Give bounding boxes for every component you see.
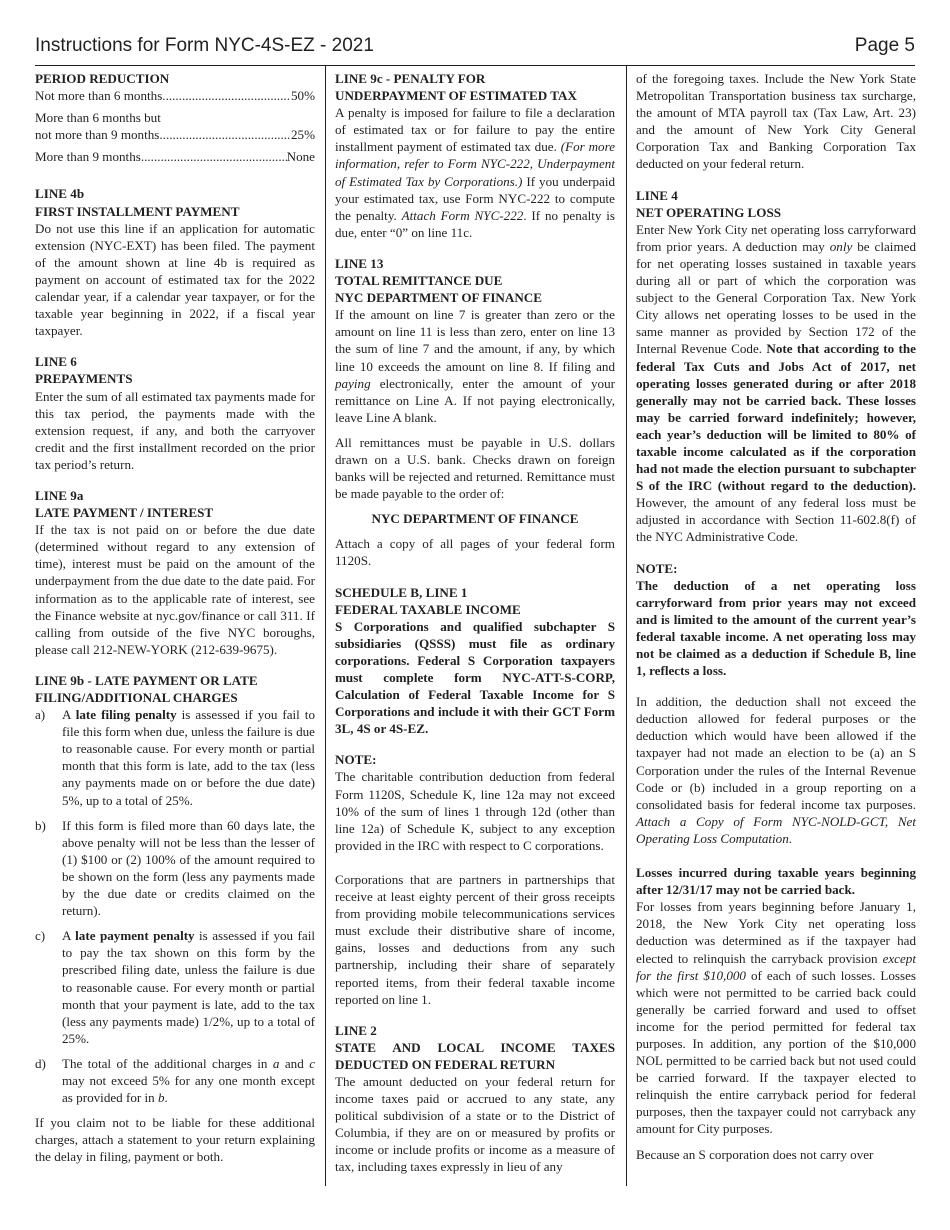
payee-name: NYC DEPARTMENT OF FINANCE bbox=[371, 511, 579, 527]
column-1 bbox=[35, 70, 315, 1165]
section-heading: LINE 4b bbox=[35, 186, 85, 202]
section-subheading: NYC DEPARTMENT OF FINANCE bbox=[335, 290, 542, 306]
paragraph: If the amount on line 7 is greater than zero or the amount on line 11 is less than zero, enter on line 13 the sum of line 7 and the amount, if any, by which line 10 exceeds the amount on line 8. If filing and paying electronically, enter the amount of your remittance on Line A. If not paying electronically, leave Line A blank. bbox=[335, 307, 615, 425]
section-subheading: FILING/ADDITIONAL CHARGES bbox=[35, 690, 238, 705]
section-subheading: LATE PAYMENT / INTEREST bbox=[35, 505, 214, 521]
column-2 bbox=[335, 70, 615, 1176]
paragraph: of the foregoing taxes. Include the New York State Metropolitan Transportation business tax surcharge, the amount of MTA payroll tax (Tax Law, Art. 23) and the amount of New York City General Corporation Tax and Banking Corporation Tax deducted on your federal return. bbox=[636, 71, 916, 172]
section-subheading: STATE AND LOCAL INCOME TAXES DEDUCTED ON FEDERAL RETURN bbox=[335, 1039, 615, 1072]
section-subheading: NET OPERATING LOSS bbox=[636, 204, 782, 220]
section-heading: LINE 2 bbox=[335, 1022, 377, 1038]
period-reduction-heading: PERIOD REDUCTION bbox=[35, 71, 170, 86]
column-3 bbox=[636, 70, 916, 1163]
paragraph: Losses incurred during taxable years beginning after 12/31/17 may not be carried back. bbox=[636, 865, 916, 898]
paragraph: If you claim not to be liable for these additional charges, attach a statement to your return explaining the delay in filing, payment or both. bbox=[35, 1115, 315, 1165]
paragraph: In addition, the deduction shall not exceed the deduction allowed for federal purposes or the deduction which would have been allowed if the taxpayer had not made an election to be (a) an S Corporation under the rules of the Internal Revenue Code or (b) included in a group reporting on a consolidated basis for federal income tax purposes. Attach a Copy of Form NYC-NOLD-GCT, Net Operating Loss Computation. bbox=[636, 694, 916, 846]
list-item: a) A late filing penalty is assessed if you fail to file this form when due, unless the failure is due to reasonable cause. For every month or partial month that this form is late, add to the tax (less any payments made on or before the due date) 5%, up to a total of 25%. bbox=[35, 707, 315, 808]
list-item: d) The total of the additional charges in a and c may not exceed 5% for any one month except as provided for in b. bbox=[35, 1055, 315, 1106]
section-subheading: PREPAYMENTS bbox=[35, 371, 133, 387]
section-heading: LINE 13 bbox=[335, 255, 384, 271]
paragraph: For losses from years beginning before January 1, 2018, the New York City net operating loss deduction was determined as if the taxpayer had elected to relinquish the carryback provision except for the first $10,000 of each of such losses. Losses which were not permitted to be carried back could generally be carried forward and used to offset income for the period permitted for federal tax purposes. In addition, any portion of the $10,000 NOL permitted to be carried back but not used could be carried forward. If the taxpayer elected to relinquish the entire carryback period for federal purposes, then the taxpayer could not carryback any amount for City purposes. bbox=[636, 899, 917, 1137]
column-divider bbox=[325, 66, 326, 1186]
paragraph: Enter the sum of all estimated tax payments made for this tax period, the payments made with the extension request, if any, and both the carryover credit and the first installment recorded on the prior tax period’s return. bbox=[35, 388, 315, 472]
section-heading: LINE 9c - PENALTY FOR bbox=[335, 71, 486, 86]
list-item: c) A late payment penalty is assessed if you fail to pay the tax shown on this form by the prescribed filing date, unless the failure is due to reasonable cause. For every month or partial month that your payment is late, add to the tax (less any payments made) 1/2%, up to a total of 25%. bbox=[35, 928, 315, 1046]
section-heading: LINE 9a bbox=[35, 487, 84, 503]
period-row bbox=[35, 148, 315, 165]
paragraph: Because an S corporation does not carry over bbox=[636, 1146, 874, 1162]
section-heading: SCHEDULE B, LINE 1 bbox=[335, 584, 468, 600]
paragraph: The amount deducted on your federal return for income taxes paid or accrued to any state, any political subdivision of a state or to the District of Columbia, if they are on or measured by profits or income or include profits or income as a measure of tax, including taxes expressly in lieu of any bbox=[335, 1073, 615, 1175]
form-title: Instructions for Form NYC-4S-EZ - 2021 bbox=[35, 35, 374, 56]
period-label: Not more than 6 months bbox=[35, 88, 163, 104]
period-label: More than 9 months bbox=[35, 149, 141, 165]
column-divider bbox=[626, 66, 627, 1186]
note-heading: NOTE: bbox=[636, 560, 678, 576]
paragraph: Corporations that are partners in partnerships that receive at least eighty percent of their gross receipts from providing mobile telecommunications services must exclude their distributive share of income, gains, losses and deductions from any such partnership, including their share of separately reported items, from their federal taxable income reported on line 1. bbox=[335, 871, 615, 1007]
section-subheading: FEDERAL TAXABLE INCOME bbox=[335, 601, 521, 617]
page-number: Page 5 bbox=[854, 35, 915, 56]
period-row bbox=[35, 126, 315, 143]
section-heading: LINE 4 bbox=[636, 187, 678, 203]
paragraph: Do not use this line if an application for automatic extension (NYC-EXT) has been filed. The payment of the amount shown at line 4b is required as payment on account of estimated tax for the 2022 calendar year, if a calendar year taxpayer, or for the taxable year beginning in 2022, if a fiscal year taxpayer. bbox=[35, 220, 315, 339]
page-header bbox=[35, 35, 915, 66]
period-label: not more than 9 months bbox=[35, 127, 160, 143]
section-subheading: UNDERPAYMENT OF ESTIMATED TAX bbox=[335, 88, 577, 104]
period-row bbox=[35, 87, 315, 104]
period-value: 25% bbox=[290, 127, 315, 143]
section-subheading: FIRST INSTALLMENT PAYMENT bbox=[35, 203, 240, 219]
paragraph: If the tax is not paid on or before the due date (determined without regard to any extension of time), interest must be paid on the amount of the underpayment from the due date to the date paid. For information as to the applicable rate of interest, see the Finance website at nyc.gov/finance or call 311. If calling from outside of the five NYC boroughs, please call 212-NEW-YORK (212-639-9675). bbox=[35, 522, 315, 657]
list-item: b) If this form is filed more than 60 days late, the above penalty will not be less than the lesser of (1) $100 or (2) 100% of the amount required to be shown on the form (less any payments made by the due date or credits claimed on the return). bbox=[35, 817, 315, 919]
paragraph: All remittances must be payable in U.S. dollars drawn on a U.S. bank. Checks drawn on foreign banks will be rejected and returned. Remittance must be made payable to the order of: bbox=[335, 434, 615, 502]
paragraph: The deduction of a net operating loss carryforward from prior years may not exceed and is limited to the amount of the current year’s federal taxable income. A net operating loss may not be claimed as a deduction if Schedule B, line 1, reflects a loss. bbox=[636, 577, 916, 679]
paragraph: The charitable contribution deduction from federal Form 1120S, Schedule K, line 12a may not exceed 10% of the sum of lines 1 through 12d (other than line 12a) of Schedule K, subject to any exception provided in the IRC with respect to C corporations. bbox=[335, 769, 615, 853]
section-heading: LINE 6 bbox=[35, 354, 77, 370]
note-heading: NOTE: bbox=[335, 752, 377, 768]
period-value: None bbox=[286, 149, 315, 165]
paragraph: Enter New York City net operating loss carryforward from prior years. A deduction may only be claimed for net operating losses sustained in taxable years during all or part of which the corporation was subject to the General Corporation Tax. New York City allows net operating losses to be used in the same manner as provided by Section 172 of the Internal Revenue Code. Note that according to the federal Tax Cuts and Jobs Act of 2017, net operating losses generated during or after 2018 generally may not be carried back. These losses may be carried forward indefinitely; however, each year’s deduction will be limited to 80% of taxable income calculated as if the corporation had not made the election pursuant to subchapter S of the IRC (without regard to the deduction). However, the amount of any federal loss must be adjusted in accordance with Section 11-602.8(f) of the NYC Administrative Code. bbox=[636, 221, 916, 545]
paragraph: S Corporations and qualified subchapter S subsidiaries (QSSS) must file as ordinary corporations. Federal S Corporation taxpayers must complete form NYC-ATT-S-CORP, Calculation of Federal Taxable Income for S Corporations and include it with their GCT Form 3L, 4S or 4S-EZ. bbox=[335, 618, 615, 737]
section-subheading: TOTAL REMITTANCE DUE bbox=[335, 273, 503, 289]
period-value: 50% bbox=[290, 88, 315, 104]
period-label: More than 6 months but bbox=[35, 110, 161, 126]
paragraph: Attach a copy of all pages of your federal form 1120S. bbox=[335, 536, 615, 569]
section-heading: LINE 9b - LATE PAYMENT OR LATE bbox=[35, 672, 258, 688]
paragraph: A penalty is imposed for failure to file a declaration of estimated tax or for failure to pay the entire installment payment of estimated tax due. (For more information, refer to Form NYC-222, Underpayment of Estimated Tax by Corporations.) If you underpaid your estimated tax, use Form NYC-222 to compute the penalty. Attach Form NYC-222. If no penalty is due, enter “0” on line 11c. bbox=[335, 105, 616, 240]
